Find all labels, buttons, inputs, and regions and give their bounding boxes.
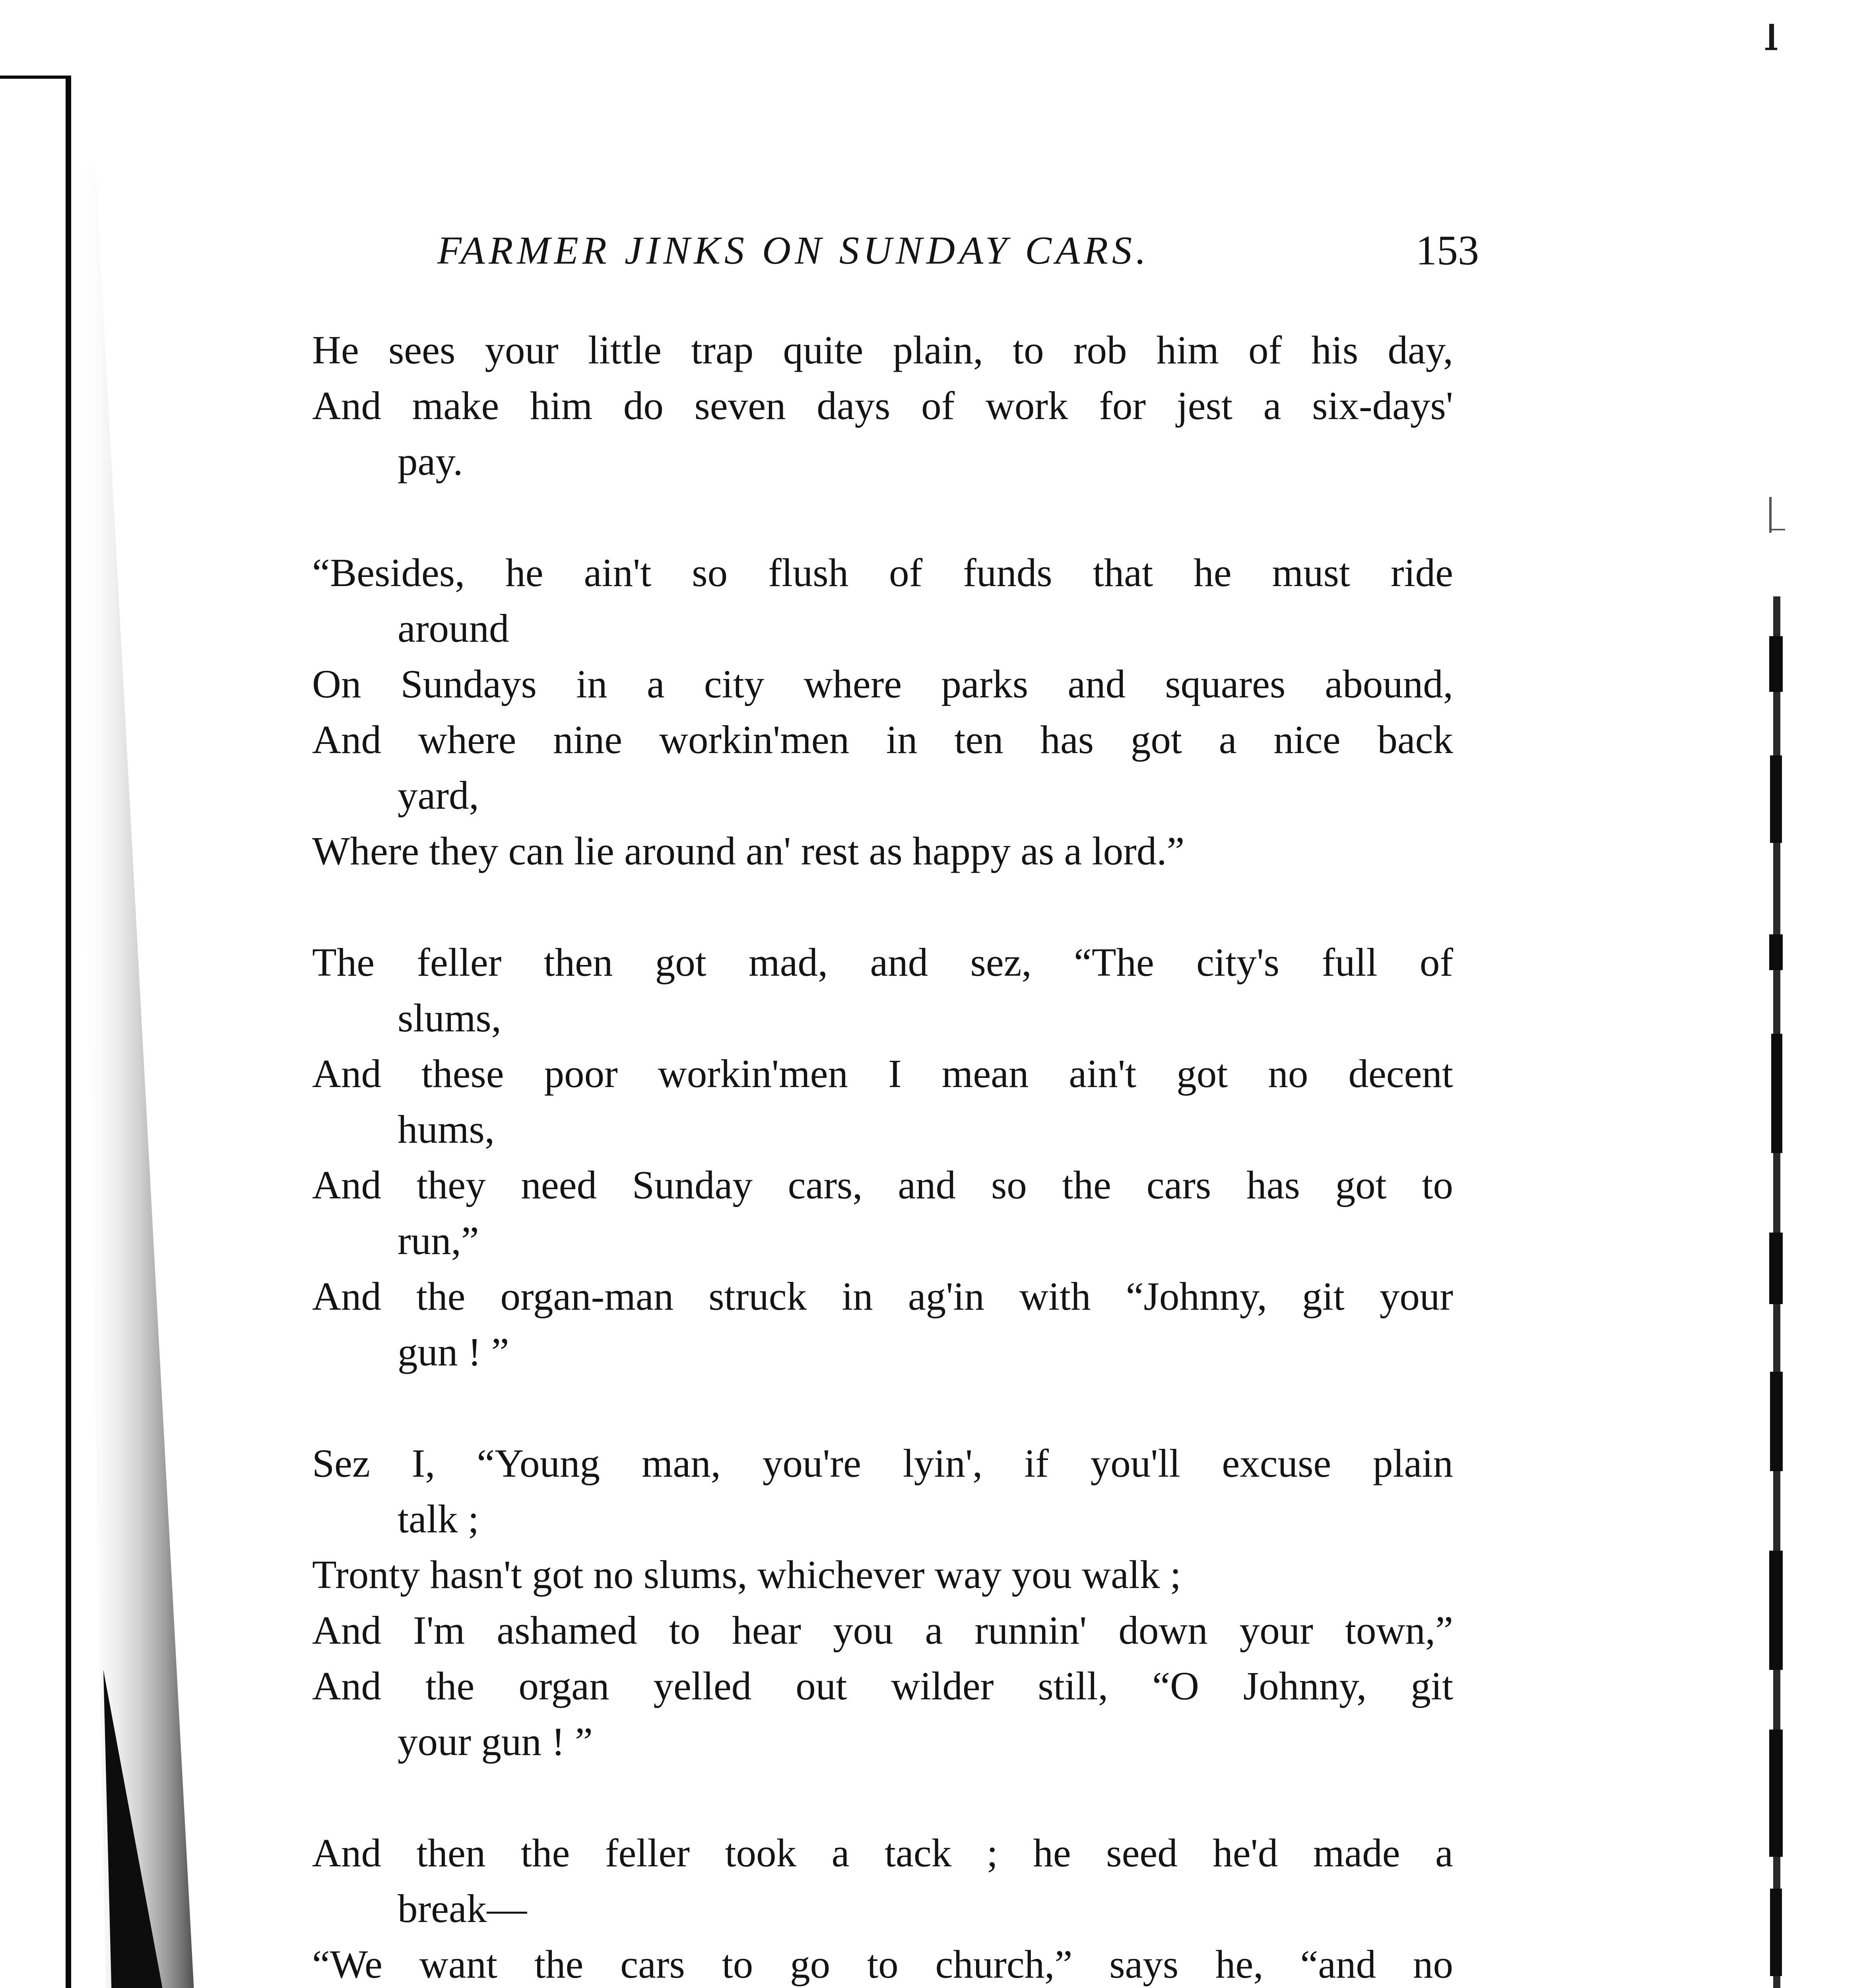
verse-line: The feller then got mad, and sez, “The city's full of xyxy=(312,940,1453,984)
verse-line-continuation: around xyxy=(398,606,509,650)
running-title: FARMER JINKS ON SUNDAY CARS. xyxy=(437,228,1150,272)
verse-line-continuation: gun ! ” xyxy=(398,1330,509,1374)
verse-line-continuation: yard, xyxy=(398,773,479,817)
verse-line-continuation: hums, xyxy=(398,1107,495,1151)
verse-line: And then the feller took a tack ; he seed he'd made a xyxy=(312,1831,1453,1875)
verse-line-continuation: run,” xyxy=(398,1218,479,1263)
verse-line: And the organ yelled out wilder still, “O Johnny, git xyxy=(312,1664,1453,1708)
stanza xyxy=(312,1825,1453,1988)
poem-text xyxy=(312,322,1453,1988)
stanza xyxy=(312,545,1453,879)
verse-line: And these poor workin'men I mean ain't got no decent xyxy=(312,1051,1453,1096)
verse-line: And they need Sunday cars, and so the cars has got to xyxy=(312,1163,1453,1207)
verse-line: Where they can lie around an' rest as happy as a lord.” xyxy=(312,829,1185,873)
verse-line: “Besides, he ain't so flush of funds that he must ride xyxy=(312,550,1453,595)
verse-line: And I'm ashamed to hear you a runnin' down your town,” xyxy=(312,1608,1453,1652)
verse-line-continuation: break— xyxy=(398,1886,527,1931)
verse-line-continuation: your gun ! ” xyxy=(398,1719,593,1764)
verse-line: Tronty hasn't got no slums, whichever way you walk ; xyxy=(312,1552,1181,1597)
verse-line: And the organ-man struck in ag'in with “Johnny, git your xyxy=(312,1274,1453,1318)
verse-line: And where nine workin'men in ten has got a nice back xyxy=(312,717,1453,762)
verse-line: “We want the cars to go to church,” says he, “and no xyxy=(312,1942,1453,1986)
stanza xyxy=(312,1435,1453,1769)
verse-line: On Sundays in a city where parks and squares abound, xyxy=(312,662,1453,706)
stanza xyxy=(312,322,1453,489)
running-head xyxy=(437,223,1479,286)
verse-line-continuation: pay. xyxy=(398,439,463,483)
page-number: 153 xyxy=(1416,227,1479,274)
verse-line-continuation: talk ; xyxy=(398,1497,479,1541)
verse-line: He sees your little trap quite plain, to rob him of his day, xyxy=(312,328,1453,372)
scan-right-edge-noise xyxy=(1710,0,1871,1988)
scan-gutter-shadow xyxy=(0,0,246,1988)
verse-line: Sez I, “Young man, you're lyin', if you'll excuse plain xyxy=(312,1441,1453,1485)
verse-line: And make him do seven days of work for jest a six-days' xyxy=(312,383,1453,428)
verse-line-continuation: slums, xyxy=(398,996,501,1040)
stanza xyxy=(312,934,1453,1380)
